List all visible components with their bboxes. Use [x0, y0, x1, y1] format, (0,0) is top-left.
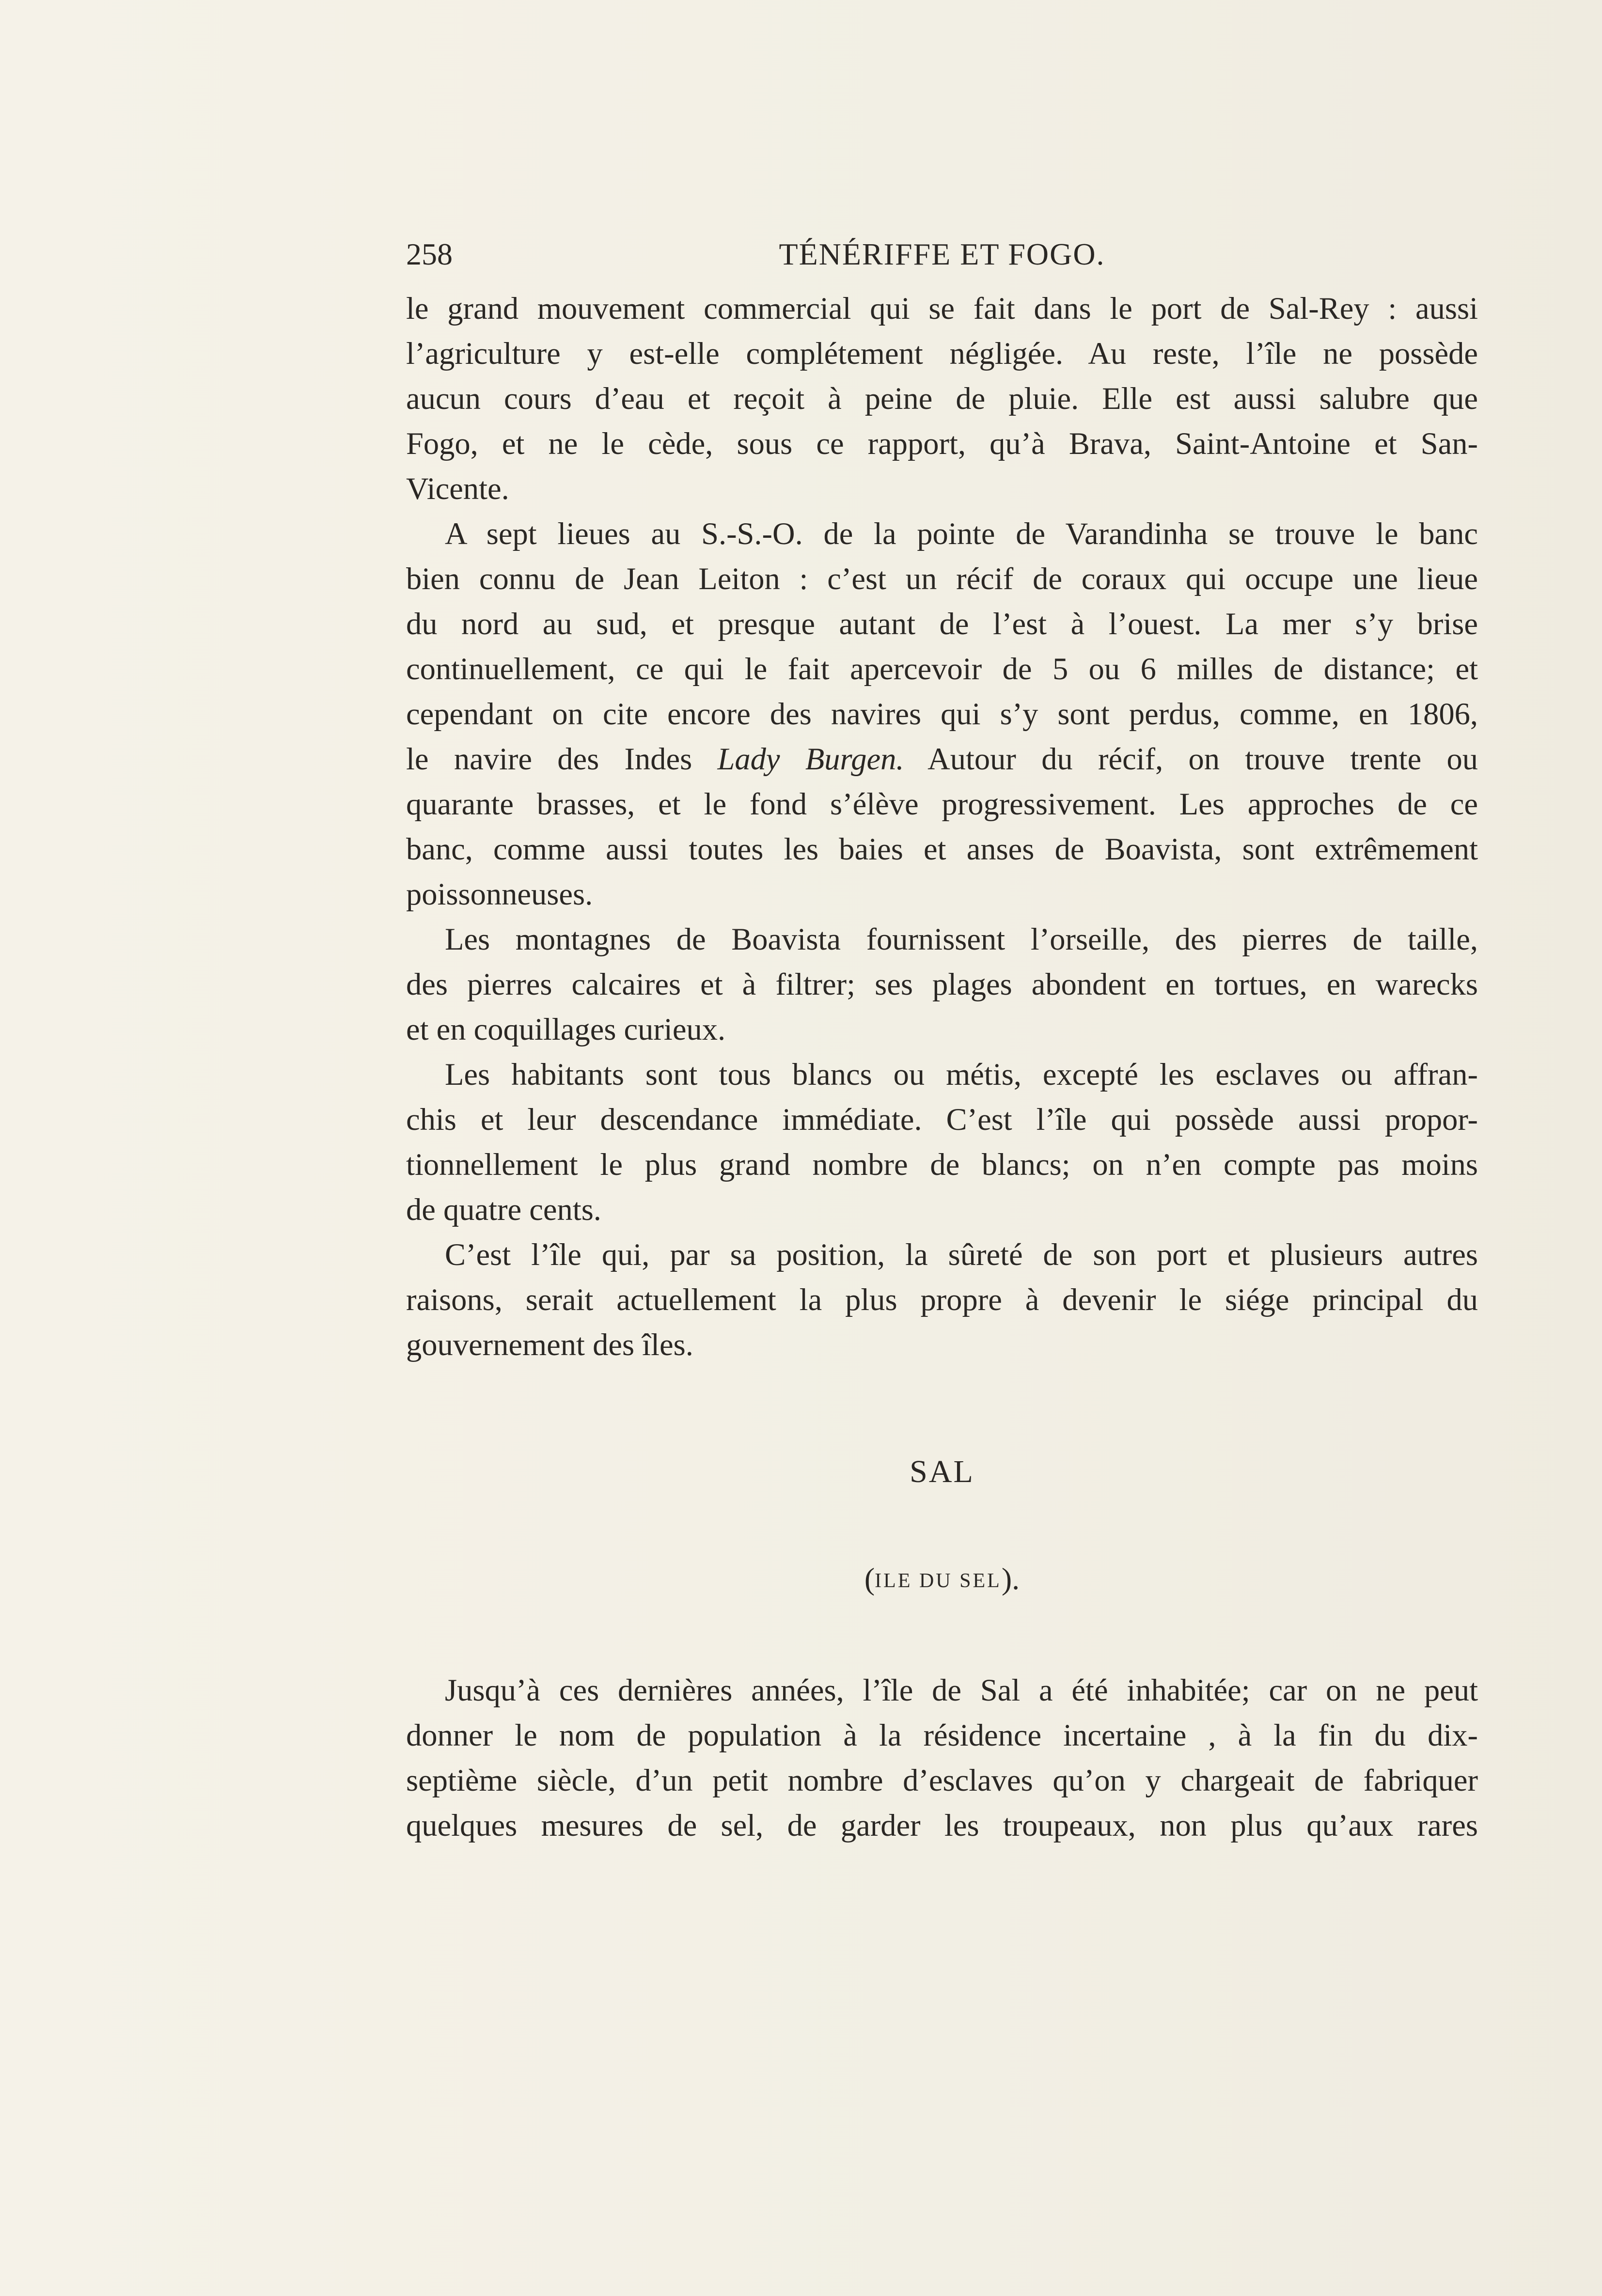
text-fragment: le navire des Indes: [406, 742, 718, 776]
text-line: Fogo, et ne le cède, sous ce rapport, qu’à Brava, Saint-Antoine et San-: [406, 426, 1478, 461]
text-line: continuellement, ce qui le fait apercevoir de 5 ou 6 milles de distance; et: [406, 652, 1478, 686]
text-line: cependant on cite encore des navires qui s’y sont perdus, comme, en 1806,: [406, 697, 1478, 731]
text-line: et en coquillages curieux.: [406, 1012, 726, 1046]
text-line: banc, comme aussi toutes les baies et anses de Boavista, sont extrêmement: [406, 832, 1478, 866]
text-line: Les habitants sont tous blancs ou métis, excepté les esclaves ou affran-: [445, 1057, 1478, 1092]
text-line: du nord au sud, et presque autant de l’est à l’ouest. La mer s’y brise: [406, 607, 1478, 641]
text-line: septième siècle, d’un petit nombre d’esclaves qu’on y chargeait de fabriquer: [406, 1763, 1478, 1797]
text-line: raisons, serait actuellement la plus propre à devenir le siége principal du: [406, 1282, 1478, 1317]
section-subtitle: [406, 1561, 1478, 1597]
text-line: quarante brasses, et le fond s’élève progressivement. Les approches de ce: [406, 787, 1478, 821]
text-line: aucun cours d’eau et reçoit à peine de pluie. Elle est aussi salubre que: [406, 381, 1478, 416]
text-line: chis et leur descendance immédiate. C’est l’île qui possède aussi propor-: [406, 1102, 1478, 1137]
subtitle-close-paren: ).: [1001, 1562, 1020, 1596]
subtitle-open-paren: (: [864, 1562, 875, 1596]
text-line: quelques mesures de sel, de garder les troupeaux, non plus qu’aux rares: [406, 1808, 1478, 1843]
text-line: poissonneuses.: [406, 877, 593, 911]
running-title: TÉNÉRIFFE ET FOGO.: [779, 237, 1105, 271]
running-header: [406, 236, 1478, 275]
page-number: 258: [406, 237, 453, 271]
ship-name: Lady Burgen.: [717, 742, 904, 776]
text-line: le grand mouvement commercial qui se fait dans le port de Sal-Rey : aussi: [406, 291, 1478, 326]
text-line: tionnellement le plus grand nombre de blancs; on n’en compte pas moins: [406, 1147, 1478, 1182]
text-line: l’agriculture y est-elle complétement négligée. Au reste, l’île ne possède: [406, 336, 1478, 371]
text-block-boavista: [406, 286, 1478, 1367]
text-line: Vicente.: [406, 471, 509, 506]
text-block-sal: [406, 1668, 1478, 1848]
text-line: de quatre cents.: [406, 1192, 601, 1227]
text-line: Les montagnes de Boavista fournissent l’orseille, des pierres de taille,: [445, 922, 1478, 956]
text-line: des pierres calcaires et à filtrer; ses plages abondent en tortues, en warecks: [406, 967, 1478, 1001]
text-fragment: Autour du récif, on trouve trente ou: [904, 742, 1478, 776]
text-line: gouvernement des îles.: [406, 1328, 693, 1362]
text-line: Jusqu’à ces dernières années, l’île de Sal a été inhabitée; car on ne peut: [445, 1673, 1478, 1707]
section-title: SAL: [910, 1454, 974, 1489]
text-line: bien connu de Jean Leiton : c’est un récif de coraux qui occupe une lieue: [406, 562, 1478, 596]
text-line: C’est l’île qui, par sa position, la sûreté de son port et plusieurs autres: [445, 1237, 1478, 1272]
text-line: A sept lieues au S.-S.-O. de la pointe de Varandinha se trouve le banc: [445, 516, 1478, 551]
text-line: donner le nom de population à la résidence incertaine , à la fin du dix-: [406, 1718, 1478, 1752]
subtitle-text: ILE DU SEL: [875, 1570, 1002, 1592]
text-line: [406, 736, 1478, 781]
